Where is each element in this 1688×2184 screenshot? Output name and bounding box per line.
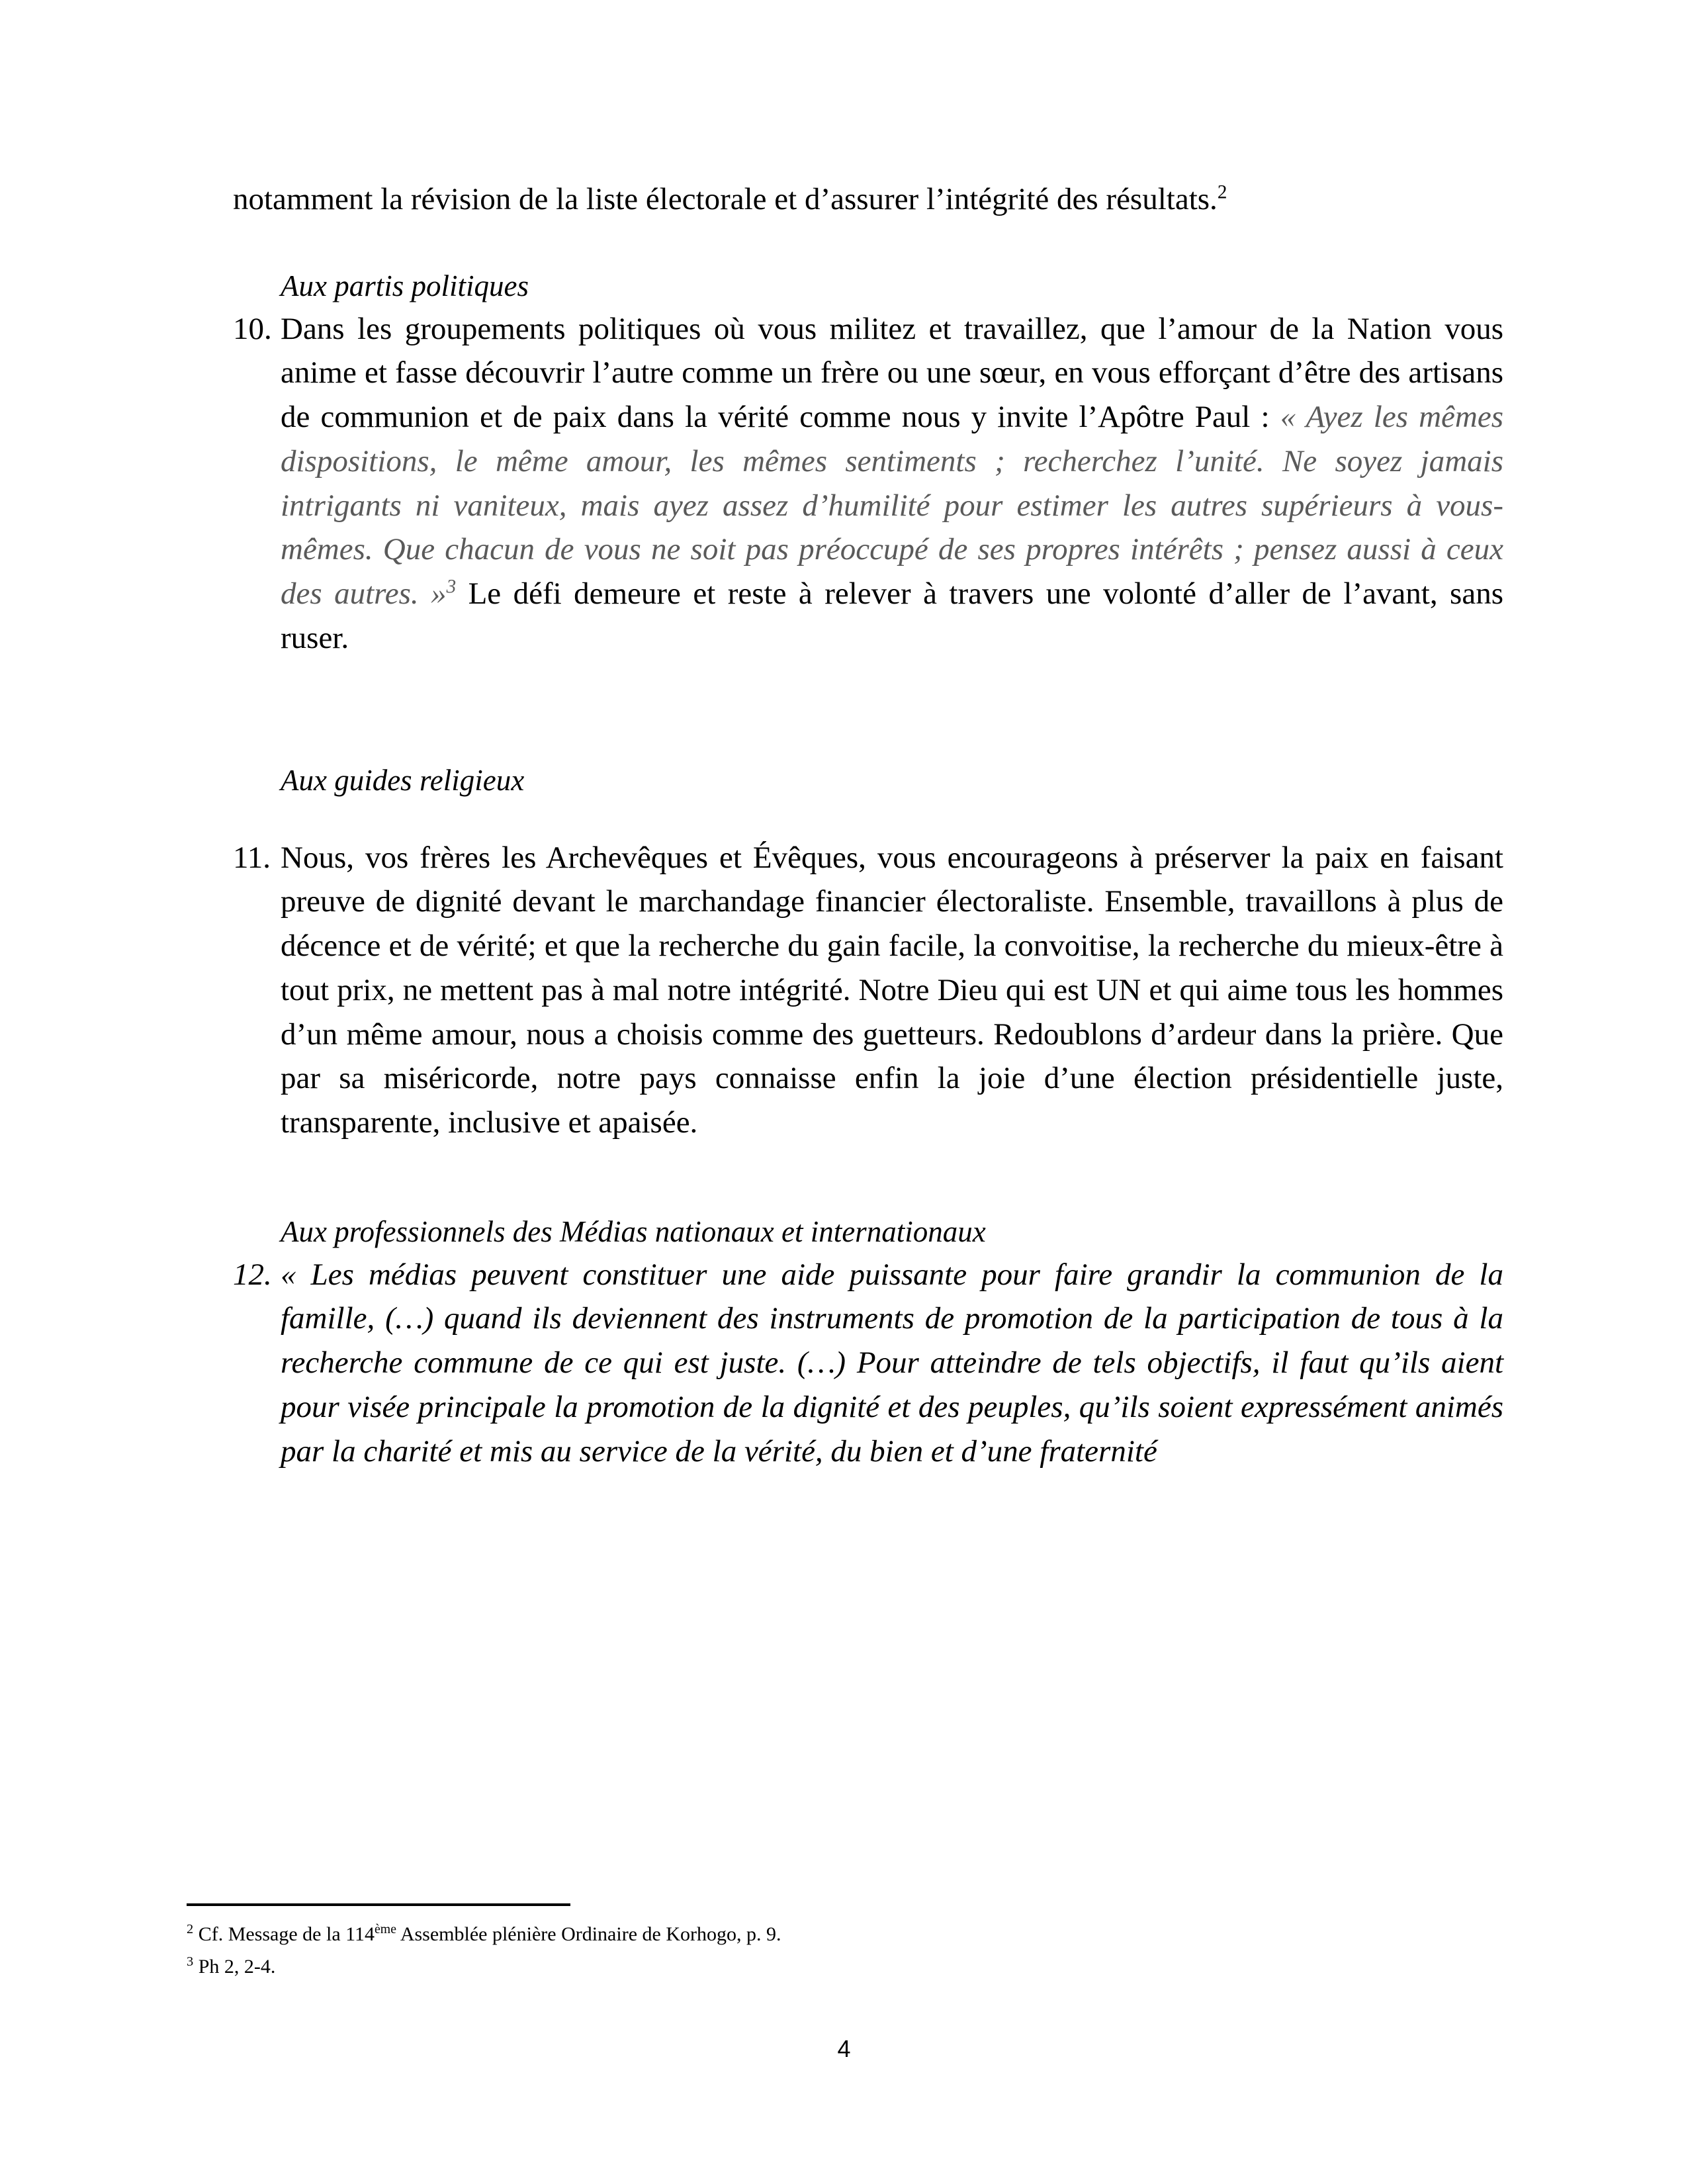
continuation-paragraph-text: notamment la révision de la liste électorale et d’assurer l’intégrité des résultats. — [233, 182, 1218, 216]
footnote-number-2: 2 — [187, 1922, 194, 1936]
spacer — [233, 222, 1503, 265]
list-item-11-number: 11. — [233, 840, 271, 875]
footnote-2-text-before: Cf. Message de la 114 — [198, 1923, 375, 1945]
list-item-10-text-after-quote: Le défi demeure et reste à relever à travers une volonté d’aller de l’avant, sans ruser. — [281, 576, 1503, 655]
list-item-12-text: « Les médias peuvent constituer une aide puissante pour faire grandir la communion de la famille, (…) quand ils deviennent des instruments de promotion de la participation de tous à la recherche commune de ce qui est juste. (…) Pour atteindre de tels objectifs, il faut qu’ils aient pour visée principale la promotion de la dignité et des peuples, qu’ils soient expressément animés par la charité et mis au service de la vérité, du bien et d’une fraternité — [281, 1257, 1503, 1469]
section-heading-parties: Aux partis politiques — [281, 269, 529, 302]
scripture-quote: « Ayez les mêmes dispositions, le même amour, les mêmes sentiments ; recherchez l’unité. Ne soyez jamais intrigants ni vaniteux, mais ayez assez d’humilité pour estimer les autres supérieurs à vous-mêmes. Que chacun de vous ne soit pas préoccupé de ses propres intérêts ; pensez aussi à ceux des autres. » — [281, 400, 1503, 612]
spacer — [233, 660, 1503, 760]
footnote-item — [187, 1921, 1510, 1949]
footnote-item — [187, 1953, 1510, 1981]
list-item-10-text-before-quote: Dans les groupements politiques où vous militez et travaillez, que l’amour de la Nation vous anime et fasse découvrir l’autre comme un frère ou une sœur, en vous efforçant d’être des artisans de communion et de paix dans la vérité comme nous y invite l’Apôtre Paul : — [281, 311, 1503, 435]
footnote-marker-2: 2 — [1217, 181, 1227, 203]
list-item-12 — [233, 1253, 1503, 1474]
footnote-number-3: 3 — [187, 1954, 194, 1969]
spacer — [233, 1145, 1503, 1211]
section-heading-guides: Aux guides religieux — [281, 763, 525, 797]
page-number: 4 — [837, 2035, 851, 2062]
list-item-10 — [233, 307, 1503, 660]
footnote-3-text: Ph 2, 2-4. — [198, 1955, 276, 1978]
list-item-11-text: Nous, vos frères les Archevêques et Évêques, vous encourageons à préserver la paix en faisant preuve de dignité devant le marchandage financier électoraliste. Ensemble, travaillons à plus de décence et de vérité; et que la recherche du gain facile, la convoitise, la recherche du mieux-être à tout prix, ne mettent pas à mal notre intégrité. Notre Dieu qui est UN et qui aime tous les hommes d’un même amour, nous a choisis comme des guetteurs. Redoublons d’ardeur dans la prière. Que par sa miséricorde, notre pays connaisse enfin la joie d’une élection présidentielle juste, transparente, inclusive et apaisée. — [281, 840, 1503, 1140]
footnote-separator-rule — [187, 1903, 570, 1906]
list-item-10-number: 10. — [233, 311, 272, 346]
section-heading-medias: Aux professionnels des Médias nationaux et internationaux — [281, 1214, 986, 1248]
footnote-marker-3: 3 — [446, 576, 457, 598]
page-content — [233, 177, 1503, 1473]
footnote-2-text-after: Assemblée plénière Ordinaire de Korhogo, p. 9. — [396, 1923, 781, 1945]
continuation-paragraph — [233, 177, 1503, 222]
footnote-section — [187, 1903, 1510, 1985]
list-item-12-number: 12. — [233, 1257, 272, 1292]
spacer — [233, 801, 1503, 836]
list-item-11 — [233, 836, 1503, 1145]
footnote-2-ordinal-suffix: ème — [375, 1922, 396, 1936]
